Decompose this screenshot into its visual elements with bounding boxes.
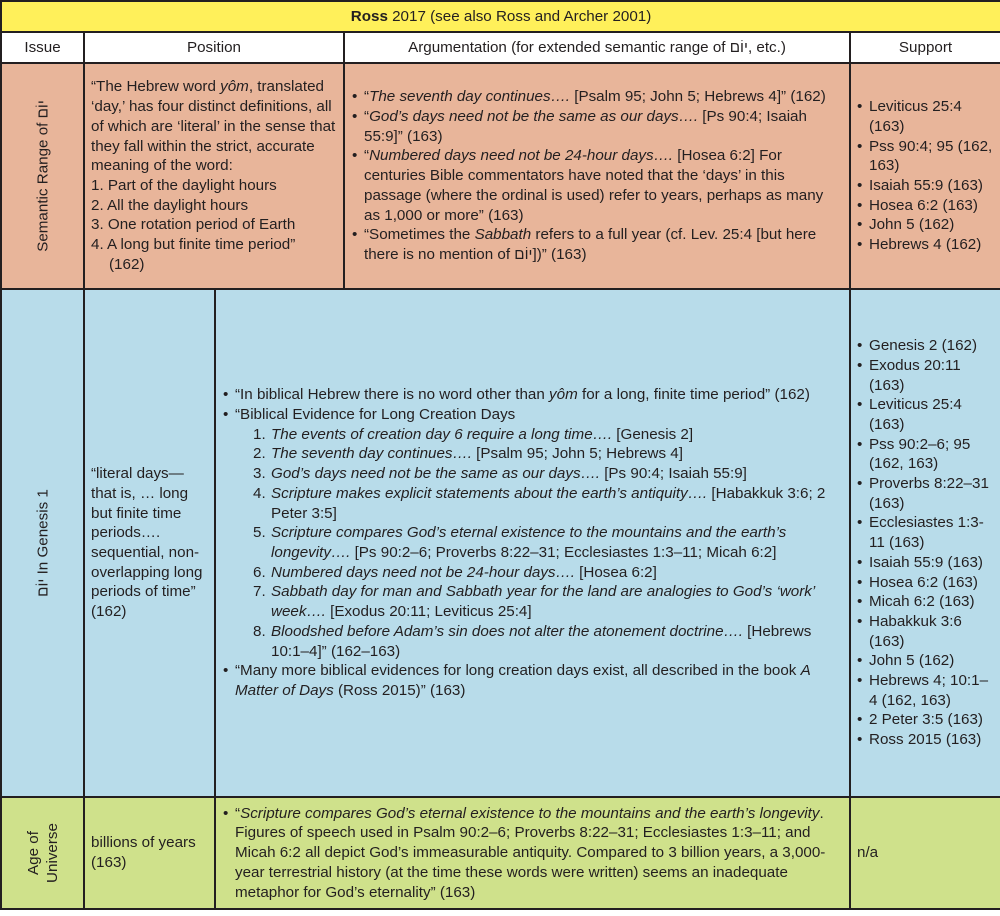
- argumentation-cell: [344, 63, 850, 289]
- support-item: • Exodus 20:11 (163): [857, 356, 994, 395]
- support-item: • Hosea 6:2 (163): [857, 573, 994, 593]
- header-support: Support: [850, 32, 1000, 63]
- support-item: • Micah 6:2 (163): [857, 592, 994, 612]
- header-position: Position: [84, 32, 344, 63]
- evidence-item: 5. Scripture compares God’s eternal existence to the mountains and the earth’s longevity…. [Ps 90:2–6; Proverbs 8:22–31; Ecclesiastes 1:3–11; Micah 6:2]: [253, 524, 787, 561]
- title-row: [1, 1, 1000, 32]
- header-argumentation: Argumentation (for extended semantic range of יוֹם, etc.): [344, 32, 850, 63]
- support-item: • Isaiah 55:9 (163): [857, 553, 994, 573]
- row-age-of-universe: [1, 797, 1000, 909]
- row-semantic-range: [1, 63, 1000, 289]
- argument-item: • “Scripture compares God’s eternal existence to the mountains and the earth’s longevity. Figures of speech used in Psalm 90:2–6; Proverbs 8:22–31; Ecclesiastes 1:3–11; and Micah 6:2 all depict God’s immeasurable antiquity. Compared to 3 billion years, a 3,000-year terrestrial history (at the time these words were written) seems an inadequate metaphor for God’s eternality” (163): [223, 804, 842, 903]
- argument-item: • “Many more biblical evidences for long creation days exist, all described in the book A Matter of Days (Ross 2015)” (163): [223, 661, 842, 700]
- argumentation-cell: [215, 797, 850, 909]
- support-item: • John 5 (162): [857, 651, 994, 671]
- argument-item: • “Sometimes the Sabbath refers to a full year (cf. Lev. 25:4 [but here there is no mention of יוֹם])” (163): [352, 225, 842, 264]
- issue-label: יוֹם In Genesis 1: [34, 489, 51, 597]
- position-text: “literal days—that is, … long but finite time periods…. sequential, non-overlapping long periods of time” (162): [91, 465, 203, 621]
- support-cell: [850, 63, 1000, 289]
- evidence-item: 3. God’s days need not be the same as our days…. [Ps 90:4; Isaiah 55:9]: [253, 465, 747, 483]
- support-item: • Leviticus 25:4 (163): [857, 395, 994, 434]
- support-item: • Hebrews 4 (162): [857, 235, 994, 255]
- position-cell: [84, 63, 344, 289]
- support-item: • Leviticus 25:4 (163): [857, 97, 994, 136]
- support-cell: [850, 289, 1000, 797]
- definition-item: 3. One rotation period of Earth: [91, 216, 296, 234]
- issue-label: Age of Universe: [24, 823, 61, 883]
- support-item: • Proverbs 8:22–31 (163): [857, 474, 994, 513]
- evidence-item: 8. Bloodshed before Adam’s sin does not alter the atonement doctrine…. [Hebrews 10:1–4]” (162–163): [253, 622, 812, 660]
- evidence-title: • “Biblical Evidence for Long Creation Days: [235, 406, 516, 424]
- support-item: • Ecclesiastes 1:3-11 (163): [857, 513, 994, 552]
- argument-item: [223, 405, 842, 661]
- position-cell: [84, 797, 215, 909]
- issue-cell: [1, 289, 84, 797]
- evidence-item: 4. Scripture makes explicit statements about the earth’s antiquity…. [Habakkuk 3:6; 2 Peter 3:5]: [253, 484, 826, 522]
- support-item: • 2 Peter 3:5 (163): [857, 710, 994, 730]
- argumentation-cell: [215, 289, 850, 797]
- support-item: • John 5 (162): [857, 215, 994, 235]
- definition-item: 2. All the daylight hours: [91, 196, 249, 214]
- argument-item: • “In biblical Hebrew there is no word other than yôm for a long, finite time period” (162): [223, 385, 842, 405]
- support-item: • Genesis 2 (162): [857, 336, 994, 356]
- support-text: n/a: [857, 844, 879, 862]
- definition-item: 1. Part of the daylight hours: [91, 177, 277, 194]
- table-title: Ross 2017 (see also Ross and Archer 2001): [1, 1, 1000, 32]
- support-item: • Hosea 6:2 (163): [857, 196, 994, 216]
- support-item: • Habakkuk 3:6 (163): [857, 612, 994, 651]
- support-item: • Pss 90:4; 95 (162, 163): [857, 137, 994, 176]
- evidence-item: 1. The events of creation day 6 require a long time…. [Genesis 2]: [253, 425, 694, 443]
- header-issue: Issue: [1, 32, 84, 63]
- evidence-item: 2. The seventh day continues…. [Psalm 95; John 5; Hebrews 4]: [253, 445, 683, 463]
- argument-item: • “Numbered days need not be 24-hour days…. [Hosea 6:2] For centuries Bible commentators have noted that the ‘days’ in this passage (where the ordinal is used) refer to years, perhaps as many as 1,000 or more” (163): [352, 146, 842, 225]
- support-item: • Hebrews 4; 10:1–4 (162, 163): [857, 671, 994, 710]
- issue-cell: [1, 797, 84, 909]
- support-item: • Ross 2015 (163): [857, 730, 994, 750]
- evidence-item: 7. Sabbath day for man and Sabbath year for the land are analogies to God’s ‘work’ week…. [Exodus 20:11; Leviticus 25:4]: [253, 583, 815, 621]
- issue-cell: [1, 63, 84, 289]
- evidence-item: 6. Numbered days need not be 24-hour days…. [Hosea 6:2]: [253, 563, 657, 581]
- argument-item: • “God’s days need not be the same as our days…. [Ps 90:4; Isaiah 55:9]” (163): [352, 107, 842, 146]
- position-cell: [84, 289, 215, 797]
- support-item: • Pss 90:2–6; 95 (162, 163): [857, 435, 994, 474]
- row-yom-genesis: [1, 289, 1000, 797]
- support-cell: [850, 797, 1000, 909]
- issue-label: Semantic Range of יוֹם: [34, 100, 51, 252]
- argument-item: • “The seventh day continues…. [Psalm 95; John 5; Hebrews 4]” (162): [352, 87, 842, 107]
- header-row: [1, 32, 1000, 63]
- position-text: billions of years (163): [91, 834, 196, 871]
- definition-item: 4. A long but finite time period”: [91, 236, 296, 254]
- position-page: (162): [109, 255, 145, 273]
- support-item: • Isaiah 55:9 (163): [857, 176, 994, 196]
- position-intro: “The Hebrew word yôm, translated ‘day,’ has four distinct definitions, all of which are ‘literal’ in the sense that they fall within the strict, accurate meaning of the word:: [91, 78, 336, 175]
